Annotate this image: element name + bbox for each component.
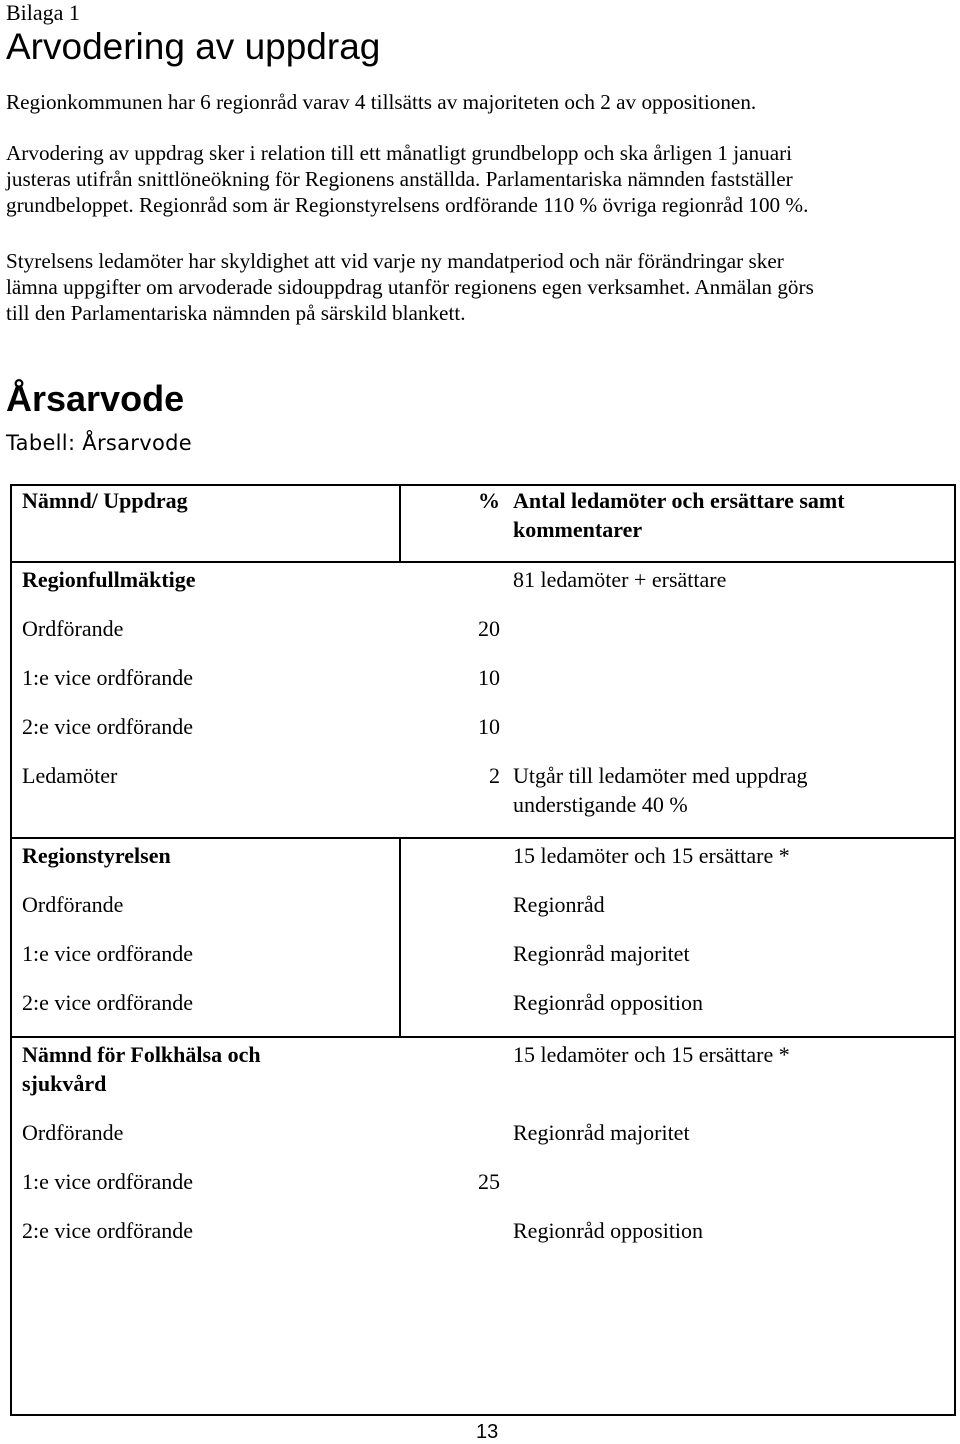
role-cell: Ledamöter — [22, 763, 118, 788]
header-percent: % — [478, 488, 500, 513]
role-cell: Ordförande — [22, 892, 124, 917]
header-comments: Antal ledamöter och ersättare samt kommentarer — [513, 488, 845, 542]
role-cell: 2:e vice ordförande — [22, 714, 194, 739]
table-border-right — [954, 484, 956, 1416]
page-title: Arvodering av uppdrag — [6, 26, 381, 67]
table-border-left — [10, 484, 12, 1416]
comment-cell: Utgår till ledamöter med uppdrag understigande 40 % — [513, 763, 808, 817]
fee-table — [10, 484, 956, 1416]
comment-cell: Regionråd opposition — [513, 1218, 704, 1243]
percent-cell: 25 — [478, 1169, 500, 1194]
section-heading: Årsarvode — [6, 378, 185, 419]
table-caption: Tabell: Årsarvode — [6, 431, 192, 455]
table-divider — [10, 837, 956, 839]
intro-paragraph: Regionkommunen har 6 regionråd varav 4 tillsätts av majoriteten och 2 av oppositionen. — [6, 90, 757, 114]
comment-cell: Regionråd majoritet — [513, 941, 690, 966]
comment-cell: Regionråd opposition — [513, 990, 704, 1015]
percent-cell: 20 — [478, 616, 500, 641]
group-name: Nämnd för Folkhälsa och sjukvård — [22, 1042, 261, 1096]
header-assignment: Nämnd/ Uppdrag — [22, 488, 188, 513]
role-cell: 1:e vice ordförande — [22, 941, 194, 966]
payment-paragraph: Arvodering av uppdrag sker i relation till ett månatligt grundbelopp och ska årligen 1 januari justeras utifrån snittlöneökning för Regionens anställda. Parlamentariska nämnden fastställer grundbeloppet. Regionråd som är Regionstyrelsens ordförande 110 % övriga regionråd 100 %. — [6, 141, 809, 217]
role-cell: 1:e vice ordförande — [22, 665, 194, 690]
role-cell: Ordförande — [22, 616, 124, 641]
percent-cell: 10 — [478, 714, 500, 739]
page-number: 13 — [476, 1421, 499, 1443]
group-comment: 15 ledamöter och 15 ersättare * — [513, 843, 790, 868]
role-cell: 1:e vice ordförande — [22, 1169, 194, 1194]
obligation-paragraph: Styrelsens ledamöter har skyldighet att vid varje ny mandatperiod och när förändringar sker lämna uppgifter om arvoderade sidouppdrag utanför regionens egen verksamhet. Anmälan görs till den Parlamentariska nämnden på särskild blankett. — [6, 249, 814, 325]
role-cell: 2:e vice ordförande — [22, 1218, 194, 1243]
comment-cell: Regionråd — [513, 892, 605, 917]
table-border-bottom — [10, 1414, 956, 1416]
group-comment: 81 ledamöter + ersättare — [513, 567, 727, 592]
role-cell: Ordförande — [22, 1120, 124, 1145]
table-divider — [10, 561, 956, 563]
role-cell: 2:e vice ordförande — [22, 990, 194, 1015]
percent-cell: 10 — [478, 665, 500, 690]
annex-label: Bilaga 1 — [6, 0, 80, 25]
group-comment: 15 ledamöter och 15 ersättare * — [513, 1042, 790, 1067]
percent-cell: 2 — [489, 763, 500, 788]
group-name: Regionfullmäktige — [22, 567, 196, 592]
table-column-divider — [399, 837, 401, 1038]
group-name: Regionstyrelsen — [22, 843, 171, 868]
comment-cell: Regionråd majoritet — [513, 1120, 690, 1145]
table-divider — [10, 1036, 956, 1038]
